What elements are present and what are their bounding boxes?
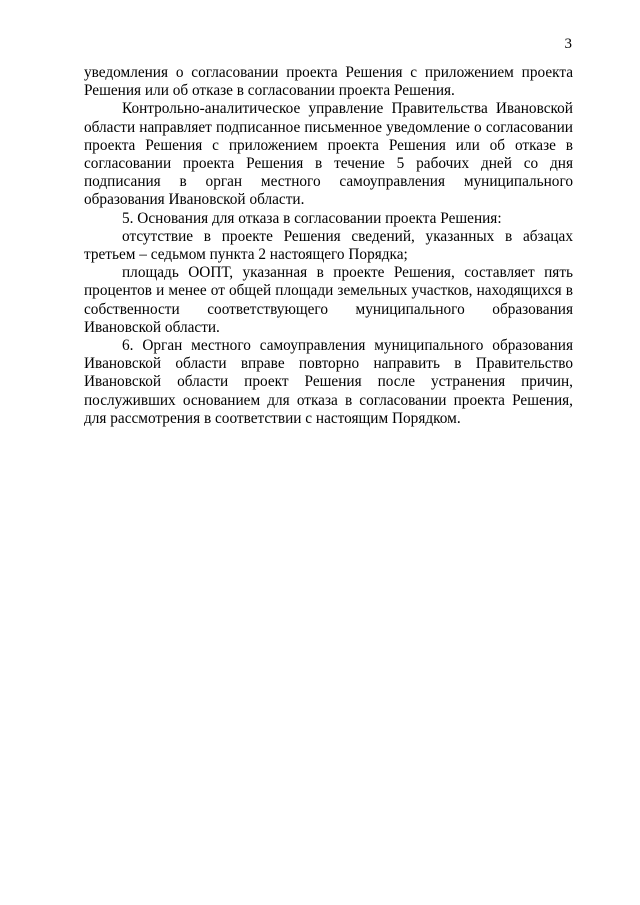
page-number: 3: [564, 36, 572, 52]
paragraph-section-6: 6. Орган местного самоуправления муниципального образования Ивановской области вправе повторно направить в Правительство Ивановской области проект Решения после устранения причин, послуживших основанием для отказа в согласовании проекта Решения, для рассмотрения в соответствии с настоящим Порядком.: [84, 337, 573, 427]
paragraph-refusal-reason-1: отсутствие в проекте Решения сведений, указанных в абзацах третьем – седьмом пункта 2 настоящего Порядка;: [84, 227, 573, 264]
paragraph-section-5-heading: 5. Основания для отказа в согласовании проекта Решения:: [122, 209, 502, 227]
paragraph-continuation: уведомления о согласовании проекта Решения с приложением проекта Решения или об отказе в согласовании проекта Решения.: [84, 64, 573, 100]
paragraph-control-department: Контрольно-аналитическое управление Правительства Ивановской области направляет подписанное письменное уведомление о согласовании проекта Решения с приложением проекта Решения или об отказе в согласовании проекта Решения в течение 5 рабочих дней со дня подписания в орган местного самоуправления муниципального образования Ивановской области.: [84, 100, 573, 209]
document-body: [84, 64, 573, 428]
paragraph-refusal-reason-2: площадь ООПТ, указанная в проекте Решения, составляет пять процентов и менее от общей площади земельных участков, находящихся в собственности соответствующего муниципального образования Ивановской области.: [84, 264, 573, 336]
